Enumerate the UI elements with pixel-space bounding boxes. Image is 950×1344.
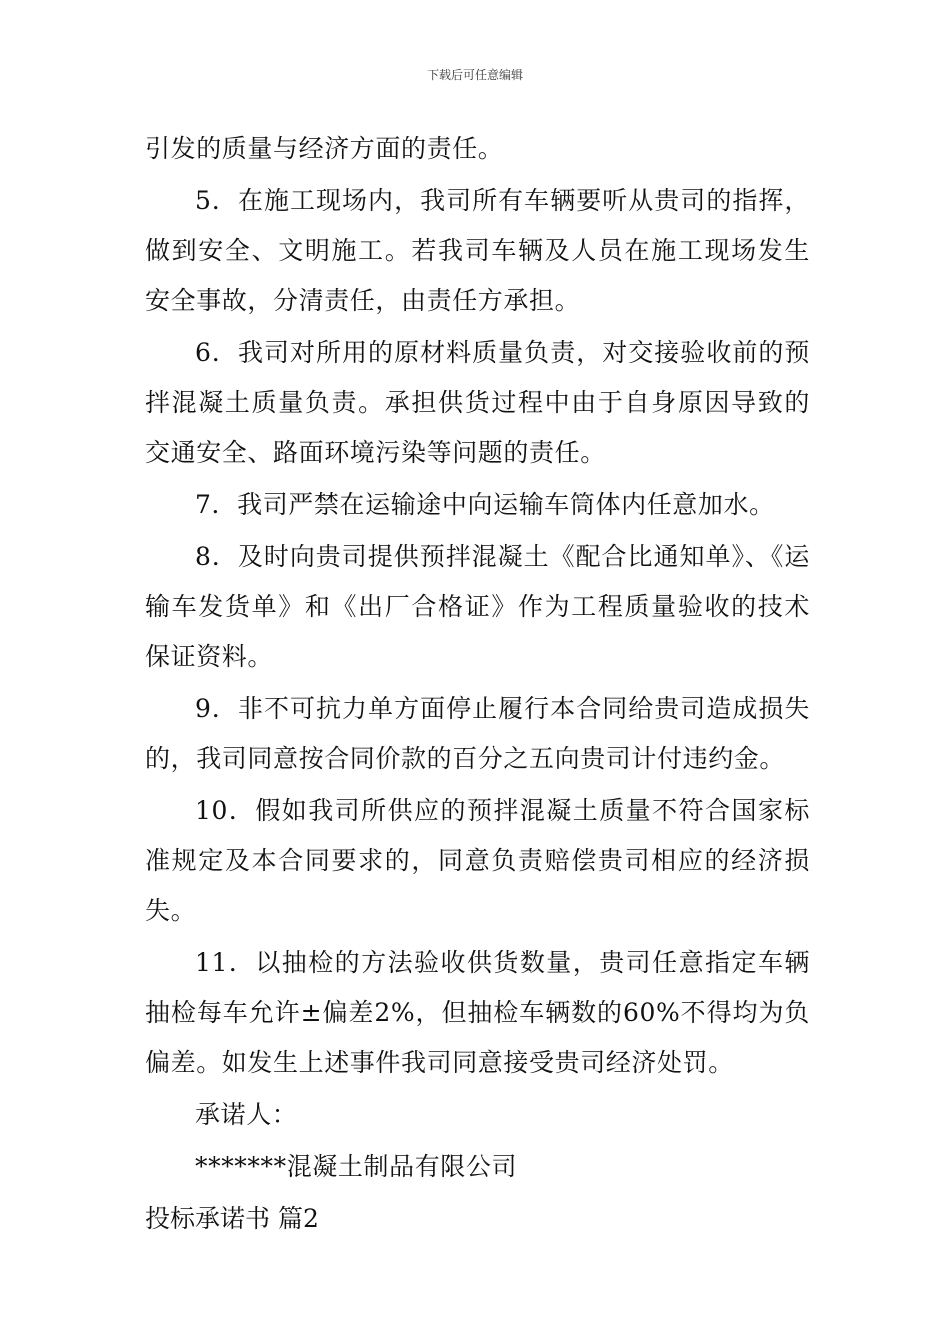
clause-11: 11．以抽检的方法验收供货数量，贵司任意指定车辆抽检每车允许±偏差2%，但抽检车辆数的60%不得均为负偏差。如发生上述事件我司同意接受贵司经济处罚。 xyxy=(145,948,810,1077)
document-body xyxy=(145,124,810,1244)
clause-8: 8．及时向贵司提供预拌混凝土《配合比通知单》、《运输车发货单》和《出厂合格证》作为工程质量验收的技术保证资料。 xyxy=(145,542,810,671)
clause-7: 7．我司严禁在运输途中向运输车筒体内任意加水。 xyxy=(195,490,775,519)
clause-10: 10．假如我司所供应的预拌混凝土质量不符合国家标准规定及本合同要求的，同意负责赔偿贵司相应的经济损失。 xyxy=(145,796,810,925)
clause-6: 6．我司对所用的原材料质量负责，对交接验收前的预拌混凝土质量负责。承担供货过程中由于自身原因导致的交通安全、路面环境污染等问题的责任。 xyxy=(145,338,810,467)
promisor-label: 承诺人： xyxy=(195,1100,298,1129)
clause-9: 9．非不可抗力单方面停止履行本合同给贵司造成损失的，我司同意按合同价款的百分之五向贵司计付违约金。 xyxy=(145,694,810,773)
company-name: *******混凝土制品有限公司 xyxy=(195,1152,518,1181)
page-header-note: 下载后可任意编辑 xyxy=(426,68,523,82)
clause-5: 5．在施工现场内，我司所有车辆要听从贵司的指挥，做到安全、文明施工。若我司车辆及人员在施工现场发生安全事故，分清责任，由责任方承担。 xyxy=(145,186,810,315)
paragraph-continuation: 引发的质量与经济方面的责任。 xyxy=(145,134,504,163)
section-heading: 投标承诺书 篇2 xyxy=(145,1204,319,1233)
